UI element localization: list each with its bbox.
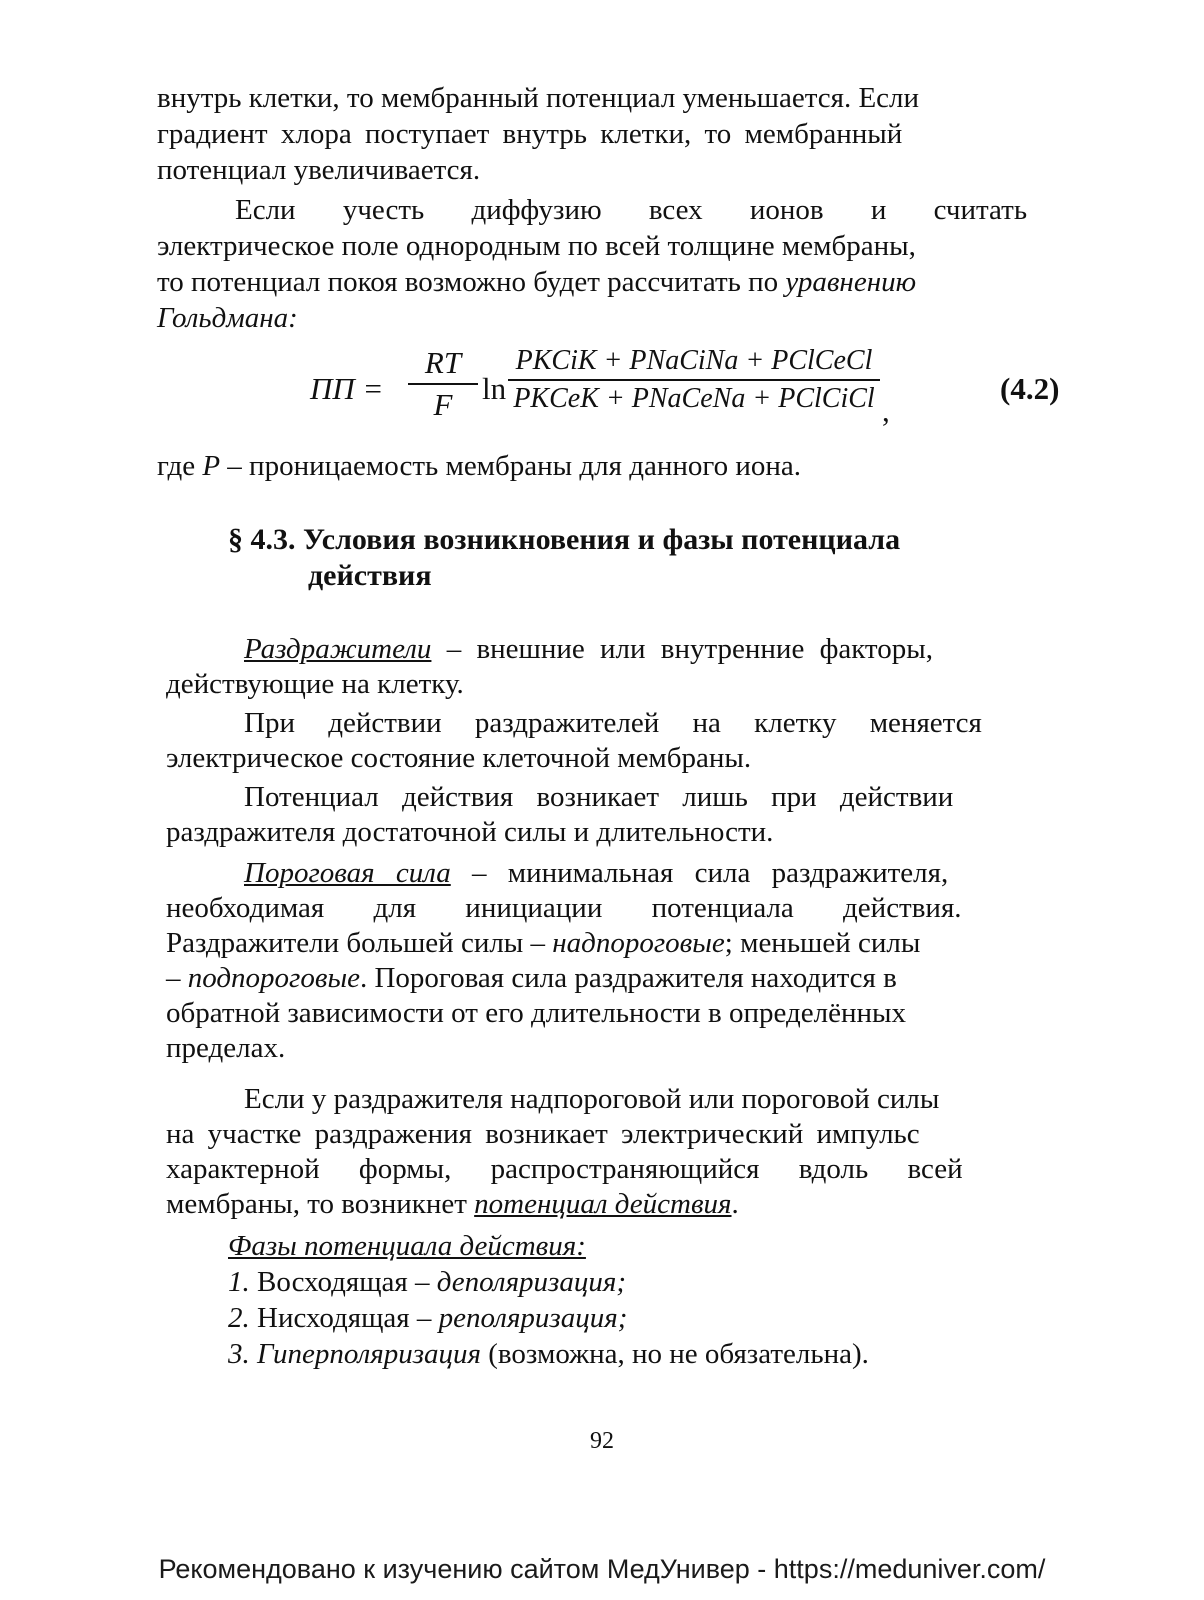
text-line: электрическое состояние клеточной мембраны. — [166, 742, 752, 774]
line-text: – — [166, 962, 188, 994]
item-number: 3. — [228, 1338, 250, 1370]
text-line — [166, 891, 1064, 926]
heading-line: § 4.3. Условия возникновения и фазы потенциала — [228, 523, 901, 556]
phases-list — [228, 1228, 869, 1372]
text-line — [157, 80, 1061, 116]
text-line — [166, 856, 1064, 891]
goldman-equation-term: уравнению — [785, 266, 917, 298]
term-action-potential: потенциал действия — [474, 1188, 732, 1220]
text-line: потенциал увеличивается. — [157, 154, 481, 186]
line-text — [250, 1338, 257, 1370]
definition-stimuli — [166, 632, 1064, 702]
line-text: то потенциал покоя возможно будет рассчитать по — [157, 266, 786, 298]
term-threshold-force: Пороговая сила — [244, 857, 451, 889]
term-stimuli: Раздражители — [244, 633, 432, 665]
text-line: раздражителя достаточной силы и длительности. — [166, 816, 774, 848]
text-line: Гольдмана: — [157, 302, 298, 334]
paragraph-goldman-intro — [157, 192, 1061, 336]
term-suprathreshold: надпороговые — [552, 927, 725, 959]
footer-link[interactable]: Рекомендовано к изучению сайтом МедУнивер - https://meduniver.com/ — [158, 1554, 1046, 1584]
fraction-bar — [508, 379, 880, 381]
text-line: электрическое поле однородным по всей толщине мембраны, — [157, 230, 916, 262]
text-line — [166, 1152, 1064, 1187]
text-line — [166, 780, 1064, 815]
formula-numerator: PKCiK + PNaCiNa + PClCeCl — [515, 345, 873, 376]
text-line — [157, 116, 1061, 152]
variable-p: P — [202, 450, 221, 482]
formula-explanation — [157, 448, 1061, 484]
formula-ln: ln — [482, 371, 507, 406]
line-text: ; меньшей силы — [724, 927, 921, 959]
goldman-formula — [310, 343, 1070, 443]
line-text: мембраны, то возникнет — [166, 1188, 475, 1220]
paragraph-chlorine — [157, 80, 1061, 188]
paragraph-action-potential — [166, 780, 1064, 850]
line-text: – внешние или внутренние факторы, — [431, 633, 933, 665]
phase-term: деполяризация; — [436, 1266, 627, 1298]
text-line — [157, 264, 1061, 300]
phases-title: Фазы потенциала действия: — [228, 1230, 586, 1262]
heading-line: действия — [308, 559, 432, 592]
rt-over-f-fraction — [408, 345, 478, 423]
formula-lhs: ПП = — [310, 371, 384, 406]
term-subthreshold: подпороговые — [187, 962, 360, 994]
definition-threshold-force — [166, 856, 1064, 1066]
list-item — [228, 1300, 869, 1336]
item-number: 2. — [228, 1302, 250, 1334]
text-line — [166, 706, 1064, 741]
text-line: обратной зависимости от его длительности в определённых — [166, 997, 906, 1029]
text-line: действующие на клетку. — [166, 668, 464, 700]
item-number: 1. — [228, 1266, 250, 1298]
list-item — [228, 1264, 869, 1300]
line-text: на участке раздражения возникает электрический импульс — [166, 1118, 920, 1150]
line-text: При действии раздражителей на клетку меняется — [244, 707, 982, 739]
line-text: где — [157, 450, 203, 482]
fraction-bar — [408, 383, 478, 385]
line-text: необходимая для инициации потенциала действия. — [166, 892, 962, 924]
line-text: Если учесть диффузию всех ионов и считать — [235, 194, 1028, 226]
phase-term: Гиперполяризация — [257, 1338, 482, 1370]
formula-f: F — [433, 387, 453, 422]
line-text: градиент хлора поступает внутрь клетки, то мембранный — [157, 118, 903, 150]
section-heading — [228, 522, 1058, 594]
list-item — [228, 1336, 869, 1372]
page-number: 92 — [590, 1428, 614, 1454]
line-text: . Пороговая сила раздражителя находится в — [359, 962, 897, 994]
text-line — [157, 448, 1061, 484]
formula-comma: , — [882, 393, 890, 428]
paragraph-impulse — [166, 1082, 1064, 1222]
formula-denominator: PKCeK + PNaCeNa + PClCiCl — [513, 383, 875, 414]
line-text: внутрь клетки, то мембранный потенциал уменьшается. Если — [157, 82, 920, 114]
line-text: (возможна, но не обязательна). — [481, 1338, 869, 1370]
line-text: – проницаемость мембраны для данного иона. — [220, 450, 801, 482]
line-text: – минимальная сила раздражителя, — [450, 857, 949, 889]
line-text: Нисходящая – — [249, 1302, 439, 1334]
text-line: пределах. — [166, 1032, 286, 1064]
paragraph-stimulus-action — [166, 706, 1064, 776]
formula-rt: RT — [424, 345, 462, 380]
text-line: Если у раздражителя надпороговой или пороговой силы — [244, 1083, 940, 1115]
equation-number: (4.2) — [1000, 371, 1060, 406]
line-text: Потенциал действия возникает лишь при действии — [244, 781, 954, 813]
line-text: . — [731, 1188, 739, 1220]
text-line — [166, 926, 1064, 961]
line-text: Раздражители большей силы – — [166, 927, 553, 959]
text-line — [166, 961, 1064, 996]
text-line — [157, 192, 1061, 228]
line-text: Восходящая – — [249, 1266, 437, 1298]
text-line — [166, 1117, 1064, 1152]
line-text: характерной формы, распространяющийся вдоль всей — [166, 1153, 963, 1185]
phase-term: реполяризация; — [438, 1302, 628, 1334]
concentration-fraction — [508, 345, 880, 415]
text-line — [166, 1187, 1064, 1222]
text-line — [166, 632, 1064, 667]
